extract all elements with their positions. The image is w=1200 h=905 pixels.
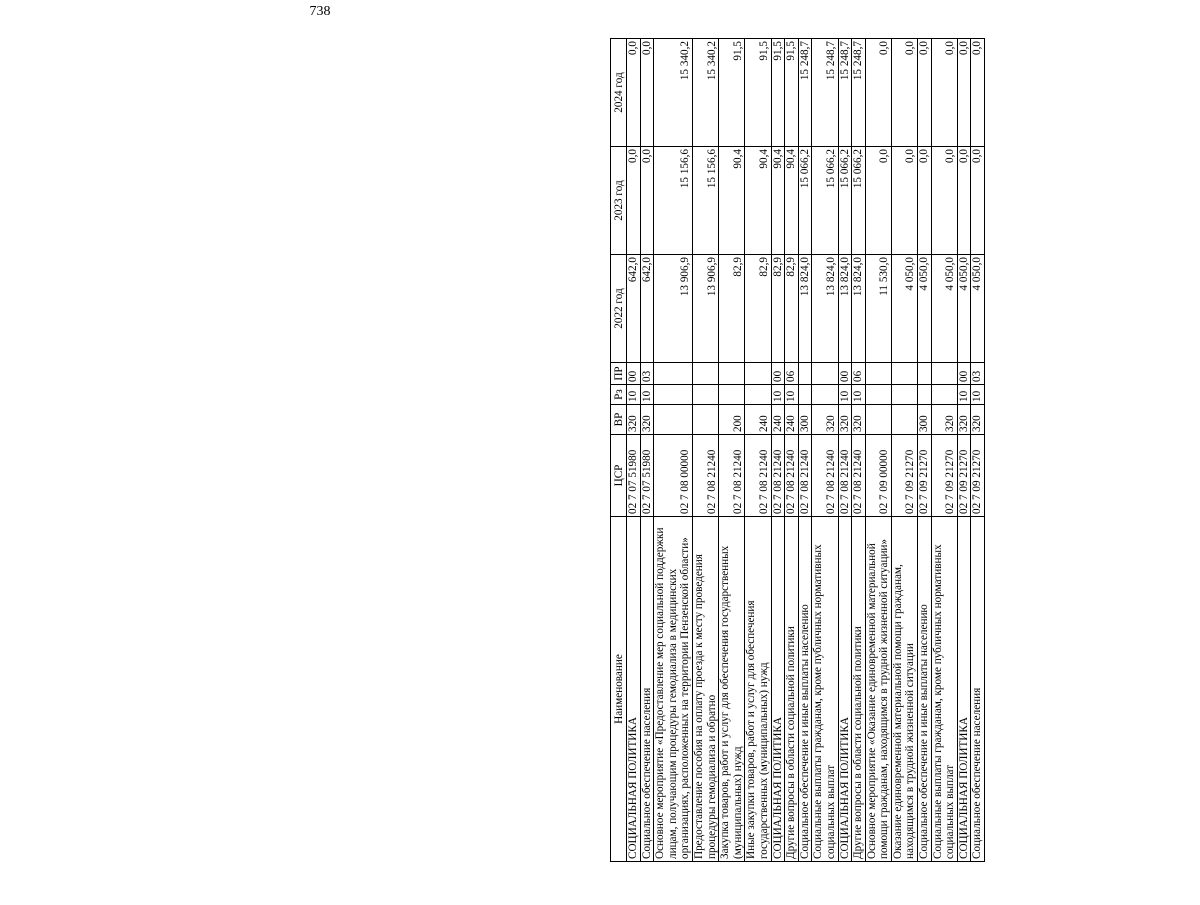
cell-2023: 15 066,2 (812, 147, 838, 255)
cell-vr: 300 (798, 405, 812, 435)
header-rz: Рз (611, 385, 627, 405)
cell-2024: 15 340,2 (654, 39, 693, 147)
table-body (627, 39, 985, 862)
cell-rz: 10 (852, 385, 866, 405)
cell-rz (692, 385, 718, 405)
cell-rz (812, 385, 838, 405)
table-row (692, 39, 718, 862)
cell-rz (891, 385, 917, 405)
cell-2024: 91,5 (771, 39, 785, 147)
cell-2023: 0,0 (918, 147, 932, 255)
cell-vr: 320 (812, 405, 838, 435)
cell-2023: 0,0 (627, 147, 641, 255)
table-header-row (611, 39, 627, 862)
cell-vr (654, 405, 693, 435)
cell-csr: 02 7 08 21240 (771, 435, 785, 517)
cell-csr: 02 7 08 21240 (692, 435, 718, 517)
cell-2023: 15 066,2 (838, 147, 852, 255)
cell-pr (931, 363, 957, 385)
cell-2023: 0,0 (891, 147, 917, 255)
cell-2022: 4 050,0 (957, 255, 971, 363)
cell-pr: 03 (640, 363, 654, 385)
cell-2023: 15 066,2 (798, 147, 812, 255)
cell-2023: 0,0 (931, 147, 957, 255)
cell-name: Предоставление пособия на оплату проезда к месту проведения процедуры гемодиализа и обратно (692, 517, 718, 862)
cell-2023: 15 066,2 (852, 147, 866, 255)
cell-2024: 15 248,7 (798, 39, 812, 147)
cell-2022: 13 824,0 (812, 255, 838, 363)
cell-2022: 13 906,9 (654, 255, 693, 363)
cell-2024: 0,0 (971, 39, 985, 147)
cell-rz: 10 (640, 385, 654, 405)
cell-2022: 82,9 (745, 255, 771, 363)
header-name: Наименование (611, 517, 627, 862)
table-row (838, 39, 852, 862)
cell-name: Другие вопросы в области социальной политики (785, 517, 799, 862)
cell-rz (745, 385, 771, 405)
cell-name: Основное мероприятие «Предоставление мер социальной поддержки лицам, получающим процедуры гемодиализа в медицинских организациях, расположенных на территории Пензенской области» (654, 517, 693, 862)
cell-2022: 13 824,0 (838, 255, 852, 363)
cell-pr (798, 363, 812, 385)
cell-2022: 13 906,9 (692, 255, 718, 363)
cell-csr: 02 7 09 21270 (931, 435, 957, 517)
cell-rz: 10 (771, 385, 785, 405)
table-row (719, 39, 745, 862)
cell-2022: 82,9 (785, 255, 799, 363)
cell-pr (918, 363, 932, 385)
cell-rz (865, 385, 891, 405)
cell-vr (891, 405, 917, 435)
header-2023: 2023 год (611, 147, 627, 255)
cell-name: Социальное обеспечение и иные выплаты населению (918, 517, 932, 862)
table-row (852, 39, 866, 862)
cell-name: Закупка товаров, работ и услуг для обеспечения государственных (муниципальных) нужд (719, 517, 745, 862)
cell-csr: 02 7 08 21240 (838, 435, 852, 517)
cell-2022: 82,9 (771, 255, 785, 363)
cell-2024: 0,0 (640, 39, 654, 147)
cell-2024: 0,0 (957, 39, 971, 147)
cell-2022: 4 050,0 (971, 255, 985, 363)
cell-pr: 00 (838, 363, 852, 385)
table-row (654, 39, 693, 862)
cell-vr: 240 (771, 405, 785, 435)
cell-2024: 15 248,7 (852, 39, 866, 147)
table-row (627, 39, 641, 862)
cell-vr: 320 (931, 405, 957, 435)
cell-name: Социальные выплаты гражданам, кроме публичных нормативных социальных выплат (812, 517, 838, 862)
cell-pr (745, 363, 771, 385)
header-vr: ВР (611, 405, 627, 435)
cell-name: СОЦИАЛЬНАЯ ПОЛИТИКА (771, 517, 785, 862)
header-2024: 2024 год (611, 39, 627, 147)
cell-csr: 02 7 08 21240 (852, 435, 866, 517)
cell-rz (798, 385, 812, 405)
cell-vr: 320 (852, 405, 866, 435)
cell-rz: 10 (971, 385, 985, 405)
cell-name: Социальное обеспечение населения (971, 517, 985, 862)
cell-rz: 10 (957, 385, 971, 405)
cell-2023: 90,4 (785, 147, 799, 255)
cell-2022: 13 824,0 (798, 255, 812, 363)
cell-pr: 00 (957, 363, 971, 385)
cell-2024: 0,0 (931, 39, 957, 147)
table-row (812, 39, 838, 862)
cell-csr: 02 7 08 21240 (785, 435, 799, 517)
cell-2023: 0,0 (957, 147, 971, 255)
page-number: 738 (309, 4, 331, 19)
cell-name: Социальные выплаты гражданам, кроме публичных нормативных социальных выплат (931, 517, 957, 862)
table-row (971, 39, 985, 862)
table-row (957, 39, 971, 862)
header-2022: 2022 год (611, 255, 627, 363)
cell-vr: 320 (640, 405, 654, 435)
cell-rz (654, 385, 693, 405)
cell-2022: 4 050,0 (918, 255, 932, 363)
cell-csr: 02 7 08 21240 (719, 435, 745, 517)
cell-csr: 02 7 07 51980 (627, 435, 641, 517)
cell-2023: 0,0 (640, 147, 654, 255)
cell-2024: 91,5 (785, 39, 799, 147)
cell-csr: 02 7 08 21240 (812, 435, 838, 517)
cell-csr: 02 7 09 00000 (865, 435, 891, 517)
cell-name: СОЦИАЛЬНАЯ ПОЛИТИКА (627, 517, 641, 862)
cell-2023: 0,0 (971, 147, 985, 255)
cell-csr: 02 7 07 51980 (640, 435, 654, 517)
cell-csr: 02 7 08 21240 (798, 435, 812, 517)
cell-vr: 320 (838, 405, 852, 435)
cell-vr (692, 405, 718, 435)
cell-2022: 4 050,0 (931, 255, 957, 363)
cell-name: Оказание единовременной материальной помощи гражданам, находящимся в трудной жизненной ситуации (891, 517, 917, 862)
table-row (745, 39, 771, 862)
cell-vr: 240 (785, 405, 799, 435)
cell-2024: 0,0 (627, 39, 641, 147)
cell-rz: 10 (838, 385, 852, 405)
cell-name: Основное мероприятие «Оказание единовременной материальной помощи гражданам, находящимся в трудной жизненной ситуации» (865, 517, 891, 862)
cell-2024: 0,0 (891, 39, 917, 147)
cell-2022: 11 530,0 (865, 255, 891, 363)
table-row (931, 39, 957, 862)
cell-rz: 10 (785, 385, 799, 405)
cell-pr (692, 363, 718, 385)
cell-csr: 02 7 09 21270 (891, 435, 917, 517)
cell-vr: 200 (719, 405, 745, 435)
cell-2022: 82,9 (719, 255, 745, 363)
cell-2022: 4 050,0 (891, 255, 917, 363)
cell-2024: 15 340,2 (692, 39, 718, 147)
cell-pr: 06 (785, 363, 799, 385)
cell-pr: 00 (627, 363, 641, 385)
cell-csr: 02 7 08 21240 (745, 435, 771, 517)
cell-name: Иные закупки товаров, работ и услуг для обеспечения государственных (муниципальных) нужд (745, 517, 771, 862)
header-pr: ПР (611, 363, 627, 385)
cell-2024: 0,0 (865, 39, 891, 147)
cell-csr: 02 7 09 21270 (971, 435, 985, 517)
cell-pr: 06 (852, 363, 866, 385)
cell-2022: 642,0 (640, 255, 654, 363)
cell-2024: 0,0 (918, 39, 932, 147)
cell-rz (918, 385, 932, 405)
cell-name: СОЦИАЛЬНАЯ ПОЛИТИКА (957, 517, 971, 862)
table-row (771, 39, 785, 862)
cell-2023: 90,4 (745, 147, 771, 255)
header-csr: ЦСР (611, 435, 627, 517)
cell-name: Другие вопросы в области социальной политики (852, 517, 866, 862)
cell-2023: 90,4 (719, 147, 745, 255)
cell-csr: 02 7 09 21270 (918, 435, 932, 517)
cell-pr: 03 (971, 363, 985, 385)
cell-2024: 91,5 (745, 39, 771, 147)
cell-name: Социальное обеспечение населения (640, 517, 654, 862)
cell-vr: 320 (957, 405, 971, 435)
cell-2023: 15 156,6 (654, 147, 693, 255)
cell-name: Социальное обеспечение и иные выплаты населению (798, 517, 812, 862)
table-row (865, 39, 891, 862)
cell-rz (931, 385, 957, 405)
cell-pr (865, 363, 891, 385)
cell-2023: 90,4 (771, 147, 785, 255)
table-row (891, 39, 917, 862)
cell-2022: 642,0 (627, 255, 641, 363)
budget-table (610, 38, 985, 862)
cell-2023: 0,0 (865, 147, 891, 255)
cell-2024: 15 248,7 (812, 39, 838, 147)
table-row (640, 39, 654, 862)
cell-pr (719, 363, 745, 385)
rotated-table-container (610, 39, 1200, 862)
table-row (785, 39, 799, 862)
cell-vr: 320 (627, 405, 641, 435)
cell-pr (812, 363, 838, 385)
cell-2024: 91,5 (719, 39, 745, 147)
cell-2024: 15 248,7 (838, 39, 852, 147)
table-row (918, 39, 932, 862)
cell-pr: 00 (771, 363, 785, 385)
cell-vr (865, 405, 891, 435)
cell-name: СОЦИАЛЬНАЯ ПОЛИТИКА (838, 517, 852, 862)
cell-rz: 10 (627, 385, 641, 405)
cell-vr: 240 (745, 405, 771, 435)
cell-2022: 13 824,0 (852, 255, 866, 363)
cell-pr (891, 363, 917, 385)
cell-rz (719, 385, 745, 405)
cell-pr (654, 363, 693, 385)
cell-2023: 15 156,6 (692, 147, 718, 255)
cell-csr: 02 7 08 00000 (654, 435, 693, 517)
cell-vr: 320 (971, 405, 985, 435)
table-row (798, 39, 812, 862)
cell-vr: 300 (918, 405, 932, 435)
cell-csr: 02 7 09 21270 (957, 435, 971, 517)
